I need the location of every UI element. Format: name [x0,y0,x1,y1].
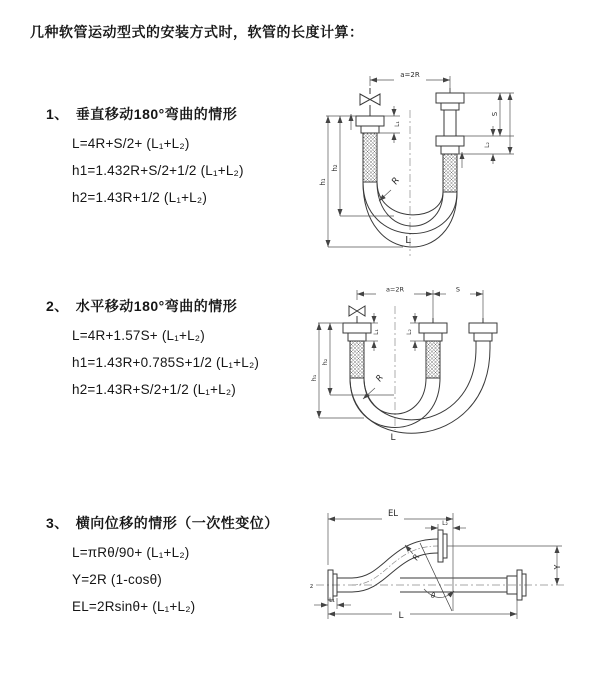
valve-icon [349,306,365,316]
dim-label-l1: L₁ [373,329,380,335]
diagram-vertical-180-bend [308,64,588,266]
page-title: 几种软管运动型式的安装方式时，软管的长度计算： [30,24,364,40]
flange [419,323,447,333]
dim-label-s: S [455,285,461,294]
flange [436,93,464,103]
section-1 [46,104,244,205]
section-2-heading [46,296,259,316]
dim-label-h1: h₁ [310,374,318,382]
section-3-title: 横向位移的情形（一次性变位） [75,515,279,531]
radius-label: R [390,175,403,187]
section-1-heading [46,104,244,124]
flange [424,333,442,341]
section-2-title: 水平移动180°弯曲的情形 [75,298,238,314]
section-1-title: 垂直移动180°弯曲的情形 [75,106,238,122]
hose-s-curve [352,539,438,578]
dim-label-el: EL [387,509,399,519]
formula-line: L=πRθ/90+ (L₁+L₂) [72,545,190,560]
flange [356,116,384,126]
hose-u-bend-shifted [364,348,476,420]
dim-label-h1: h₁ [319,178,327,186]
formula-line: h1=1.432R+S/2+1/2 (L₁+L₂) [72,163,244,178]
dim-label-l2: L₂ [484,142,491,148]
dimension-labels-1 [319,71,499,246]
braided-hose [363,133,377,182]
flange [438,530,443,562]
hose-assembly-1 [356,88,464,256]
dim-label-y: Y [553,564,562,570]
dim-label-l1: L₁ [329,597,335,604]
dim-label-l2: L₂ [442,520,448,527]
flange [343,323,371,333]
valve-icon [360,94,380,105]
hose-assembly-3 [316,530,566,611]
radius-label: R [410,552,422,562]
dim-label-a2r: a=2R [385,285,405,294]
hose-u-bend [377,182,443,226]
radius-label: R [374,373,386,384]
angle-arc [424,589,454,598]
dimension-lines-1 [326,76,514,247]
hose-assembly-2 [343,306,497,433]
formula-line: h1=1.43R+0.785S+1/2 (L₁+L₂) [72,355,260,370]
dimension-lines-3 [314,513,562,619]
flange [361,126,379,133]
flange [441,146,459,154]
braided-hose [350,341,364,378]
hose-centerline [352,546,438,585]
angle-label: θ [431,592,436,600]
diagram-horizontal-180-bend [306,278,600,458]
dim-label-l2: L₂ [406,329,413,335]
section-3-number: 3、 [46,515,69,531]
dim-label-l1: L₁ [394,121,401,127]
length-label: L [405,235,411,246]
flange [443,534,447,558]
section-3 [46,513,279,614]
length-label: L [390,433,396,443]
formula-line: Y=2R (1-cosθ) [72,572,163,587]
section-2-number: 2、 [46,298,69,314]
flange [348,333,366,341]
braided-hose [426,341,440,378]
braided-hose [443,154,457,192]
hose-s-curve [352,553,438,592]
formula-line: h2=1.43R+S/2+1/2 (L₁+L₂) [72,382,236,397]
section-3-heading [46,513,279,533]
flange [441,103,459,110]
centerline-mark: z [310,583,314,590]
dim-label-a2r: a=2R [400,71,420,79]
flange [469,323,497,333]
section-2 [46,296,259,397]
dim-label-s: S [491,111,499,117]
dimension-labels-3 [310,509,562,621]
section-1-number: 1、 [46,106,69,122]
diagram-lateral-displacement [304,501,600,646]
dim-label-h2: h₂ [321,358,329,366]
formula-line: h2=1.43R+1/2 (L₁+L₂) [72,190,208,205]
length-label: L [398,611,404,621]
formula-line: L=4R+S/2+ (L₁+L₂) [72,136,190,151]
flange [436,136,464,146]
formula-line: EL=2Rsinθ+ (L₁+L₂) [72,599,196,614]
formula-line: L=4R+1.57S+ (L₁+L₂) [72,328,205,343]
flange [474,333,492,341]
dim-label-h2: h₂ [331,164,339,172]
